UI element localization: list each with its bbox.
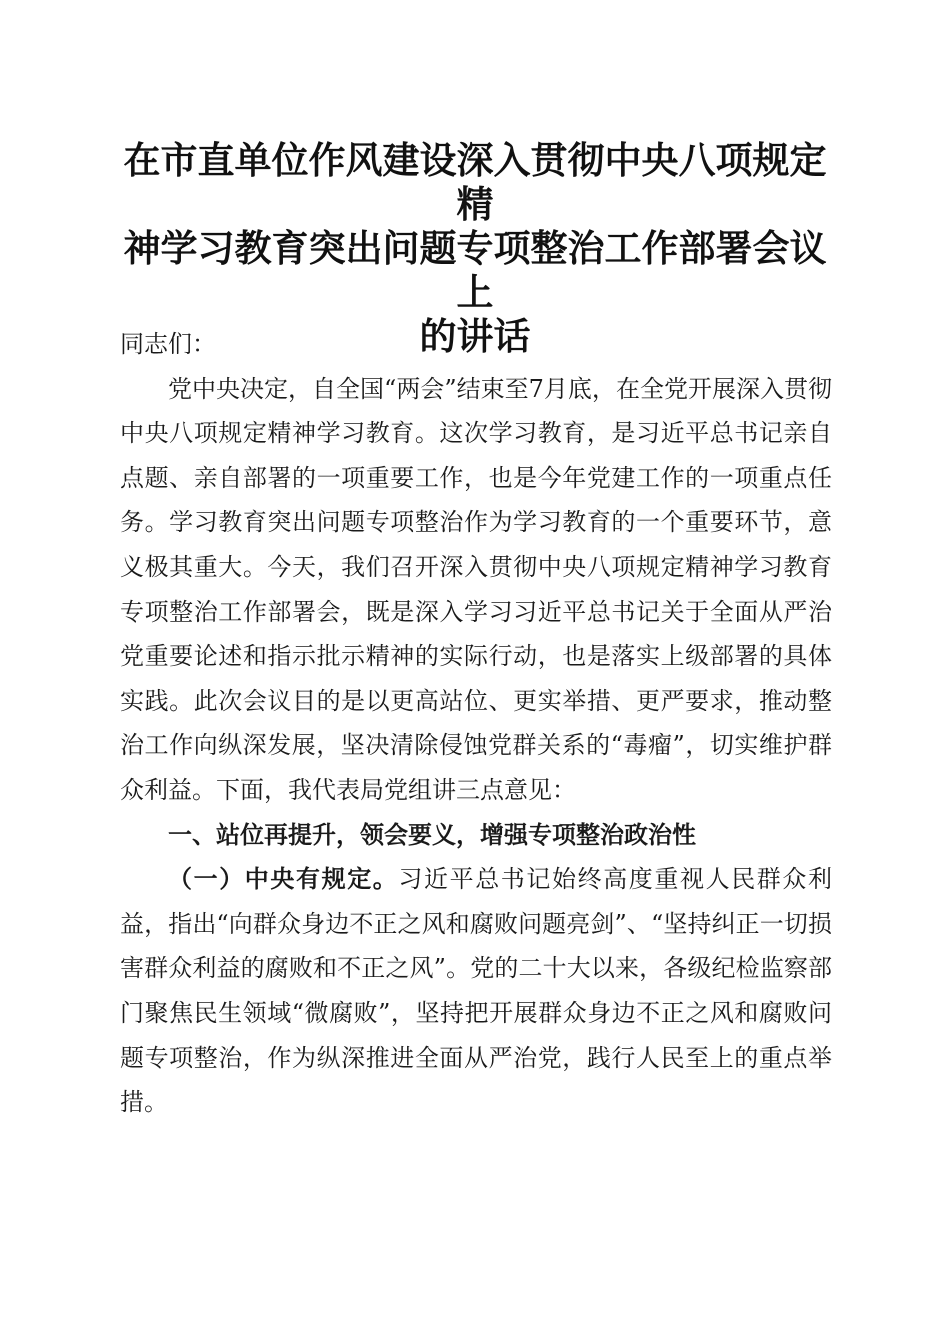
subsection-paragraph	[120, 857, 832, 1125]
section-heading: 一、站位再提升，领会要义，增强专项整治政治性	[168, 820, 696, 849]
intro-paragraph: 党中央决定，自全国“两会”结束至7月底，在全党开展深入贯彻中央八项规定精神学习教育。这次学习教育，是习近平总书记亲自点题、亲自部署的一项重要工作，也是今年党建工作的一项重点任务。学习教育突出问题专项整治作为学习教育的一个重要环节，意义极其重大。今天，我们召开深入贯彻中央八项规定精神学习教育专项整治工作部署会，既是深入学习习近平总书记关于全面从严治党重要论述和指示批示精神的实际行动，也是落实上级部署的具体实践。此次会议目的是以更高站位、更实举措、更严要求，推动整治工作向纵深发展，坚决清除侵蚀党群关系的“毒瘤”，切实维护群众利益。下面，我代表局党组讲三点意见：	[120, 374, 832, 804]
document-body	[120, 322, 832, 1125]
title-line: 神学习教育突出问题专项整治工作部署会议上	[123, 226, 827, 314]
title-line: 在市直单位作风建设深入贯彻中央八项规定精	[123, 138, 827, 226]
subsection-lead: （一）中央有规定。	[168, 865, 399, 894]
title-line: 的讲话	[419, 314, 531, 358]
salutation: 同志们：	[120, 330, 216, 358]
subsection-text: 习近平总书记始终高度重视人民群众利益，指出“向群众身边不正之风和腐败问题亮剑”、“坚持纠正一切损害群众利益的腐败和不正之风”。党的二十大以来，各级纪检监察部门聚焦民生领域“微腐败”，坚持把开展群众身边不正之风和腐败问题专项整治，作为纵深推进全面从严治党，践行人民至上的重点举措。	[120, 865, 833, 1117]
